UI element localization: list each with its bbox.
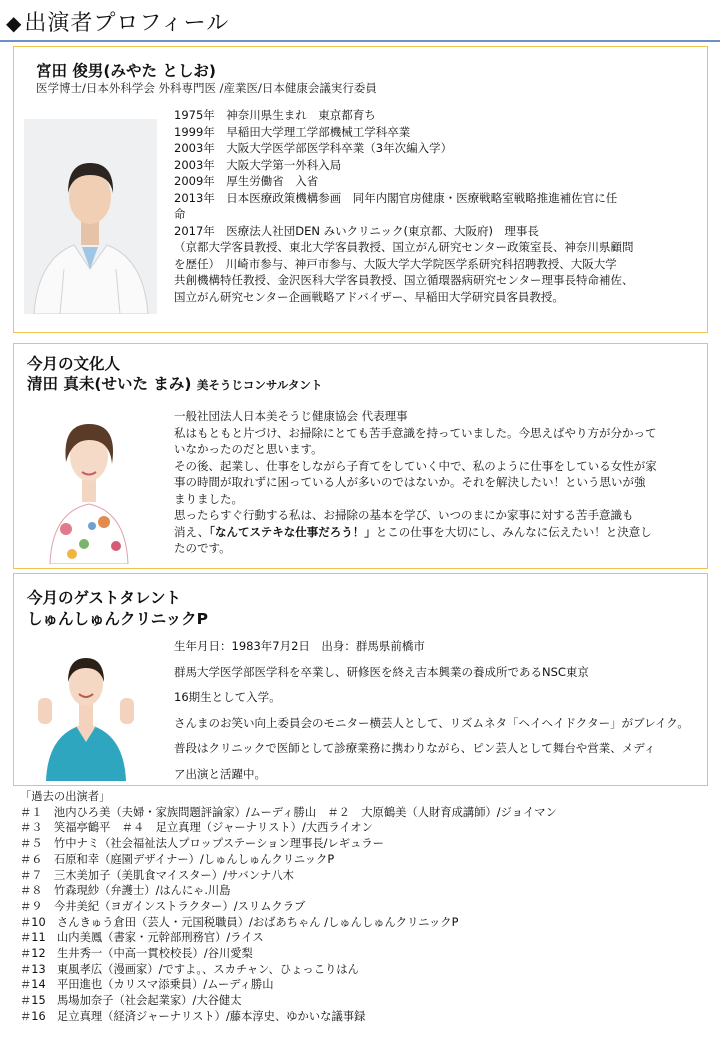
- bio-line: 一般社団法人日本美そうじ健康協会 代表理事: [174, 409, 408, 423]
- profile-bio: [174, 634, 704, 787]
- profile-card-shunshun: [13, 573, 708, 786]
- bio-line: まりました。: [174, 491, 243, 506]
- bio-line: ア出演と活躍中。: [174, 766, 266, 781]
- profile-bio: [174, 408, 704, 557]
- past-performers: [20, 789, 710, 1025]
- past-performer-entry: ＃１ 池内ひろ美（夫婦・家族問題評論家）/ムーディ勝山 ＃２ 大原鶴美（人財育成講師）/ジョイマン: [20, 805, 557, 819]
- past-performer-entry: ＃７ 三木美加子（美肌食マイスター）/サバンナ八木: [20, 868, 294, 882]
- past-performer-entry: ＃14 平田進也（カリスマ添乗員）/ムーディ勝山: [20, 978, 274, 992]
- portrait-photo: [32, 404, 146, 564]
- bio-line: 事の時間が取れずに困っている人が多いのではないか。それを解決したい！という思いが強: [174, 475, 646, 489]
- career-line: 2003年 大阪大学第一外科入局: [174, 157, 342, 172]
- past-performer-entry: ＃15 馬場加奈子（社会起業家）/大谷健太: [20, 994, 242, 1008]
- career-line: 共創機構特任教授、金沢医科大学客員教授、国立循環器病研究センター理事長特命補佐、: [174, 273, 634, 287]
- career-line: 1999年 早稲田大学理工学部機械工学科卒業: [174, 124, 411, 139]
- career-history: [174, 107, 704, 305]
- bio-line: その後、起業し、仕事をしながら子育てをしていく中で、私のように仕事をしている女性が家: [174, 458, 657, 473]
- past-performers-heading: 「過去の出演者」: [20, 790, 111, 803]
- portrait-illustration: [36, 636, 136, 781]
- career-line: 2009年 厚生労働省 入省: [174, 174, 319, 188]
- profile-name: しゅんしゅんクリニックP: [27, 610, 208, 628]
- profile-name: 清田 真未(せいた まみ): [27, 375, 192, 393]
- past-performer-entry: ＃８ 竹森現紗（弁護士）/はんにゃ.川島: [20, 884, 231, 898]
- bio-emphasis: 「なんてステキな仕事だろう！」: [209, 524, 376, 539]
- bio-line: 生年月日：1983年7月2日 出身：群馬県前橋市: [174, 639, 425, 653]
- past-performer-entry: ＃13 東風孝広（漫画家）/ですよ。、スカチャン、ひょっこりはん: [20, 962, 359, 976]
- portrait-photo: [24, 119, 157, 314]
- career-line: 命: [174, 207, 186, 221]
- bio-line: 私はもともと片づけ、お掃除にとても苦手意識を持っていました。今思えばやり方が分かって: [174, 425, 657, 440]
- profile-card-seita: [13, 343, 708, 569]
- profile-job-title: 美そうじコンサルタント: [196, 378, 323, 392]
- past-performer-entry: ＃３ 笑福亭鶴平 ＃４ 足立真理（ジャーナリスト）/大西ライオン: [20, 821, 373, 835]
- past-performer-entry: ＃11 山内美鳳（書家・元幹部刑務官）/ライス: [20, 931, 264, 945]
- profile-credentials: 医学博士/日本外科学会 外科専門医 /産業医/日本健康会議実行委員: [36, 81, 377, 95]
- past-performer-entry: ＃10 さんきゅう倉田（芸人・元国税職員）/おばあちゃん /しゅんしゅんクリニックP: [20, 915, 459, 929]
- career-line: 2017年 医療法人社団DEN みいクリニック(東京都、大阪府) 理事長: [174, 223, 539, 238]
- career-line: を歴任） 川崎市参与、神戸市参与、大阪大学大学院医学系研究科招聘教授、大阪大学: [174, 256, 617, 271]
- past-performer-entry: ＃６ 石原和幸（庭園デザイナー）/しゅんしゅんクリニックP: [20, 852, 335, 866]
- page-title-text: 出演者プロフィール: [24, 11, 230, 36]
- past-performer-entry: ＃12 生井秀一（中高一貫校校長）/谷川愛梨: [20, 947, 253, 961]
- career-line: （京都大学客員教授、東北大学客員教授、国立がん研究センター政策室長、神奈川県顧問: [174, 240, 634, 254]
- bio-line: 普段はクリニックで医師として診療業務に携わりながら、ピン芸人として舞台や営業、メディ: [174, 741, 656, 755]
- bio-line: 16期生として入学。: [174, 690, 281, 704]
- bio-line: 思ったらすぐ行動する私は、お掃除の基本を学び、いつのまにか家事に対する苦手意識も: [174, 508, 634, 522]
- bio-line: 群馬大学医学部医学科を卒業し、研修医を終え吉本興業の養成所であるNSC東京: [174, 664, 589, 679]
- bio-fragment: とこの仕事を大切にし、みんなに伝えたい！と決意し: [375, 524, 652, 539]
- profile-heading: 今月の文化人: [27, 355, 121, 373]
- portrait-photo: [36, 636, 136, 781]
- career-line: 2003年 大阪大学医学部医学科卒業（3年次編入学）: [174, 141, 453, 155]
- diamond-icon: ◆: [6, 11, 23, 35]
- career-line: 国立がん研究センター企画戦略アドバイザー、早稲田大学研究員客員教授。: [174, 289, 564, 304]
- past-performer-entry: ＃16 足立真理（経済ジャーナリスト）/藤本淳史、ゆかいな議事録: [20, 1009, 366, 1023]
- page-title: [6, 6, 229, 37]
- career-line: 2013年 日本医療政策機構参画 同年内閣官房健康・医療戦略室戦略推進補佐官に任: [174, 190, 618, 205]
- portrait-illustration: [24, 119, 157, 314]
- profile-name-line: [27, 372, 322, 394]
- past-performer-entry: ＃５ 竹中ナミ（社会福祉法人プロップステーション理事長/レギュラー: [20, 837, 384, 851]
- bio-line: たのです。: [174, 541, 231, 555]
- career-line: 1975年 神奈川県生まれ 東京都育ち: [174, 108, 376, 122]
- bio-fragment: 消え、: [174, 524, 210, 539]
- past-performers-list: [20, 805, 710, 1025]
- profile-heading: 今月のゲストタレント: [27, 589, 181, 607]
- profile-name: 宮田 俊男(みやた としお): [36, 62, 216, 80]
- bio-line: いなかったのだと思います。: [174, 442, 323, 456]
- past-performer-entry: ＃９ 今井美紀（ヨガインストラクター）/スリムクラブ: [20, 899, 306, 913]
- bio-line: さんまのお笑い向上委員会のモニター横芸人として、リズムネタ「ヘイヘイドクター」がブレイク。: [174, 715, 689, 730]
- page-header: [0, 0, 720, 42]
- profile-card-miyata: [13, 46, 708, 333]
- bio-line: [174, 524, 704, 541]
- portrait-illustration: [32, 404, 146, 564]
